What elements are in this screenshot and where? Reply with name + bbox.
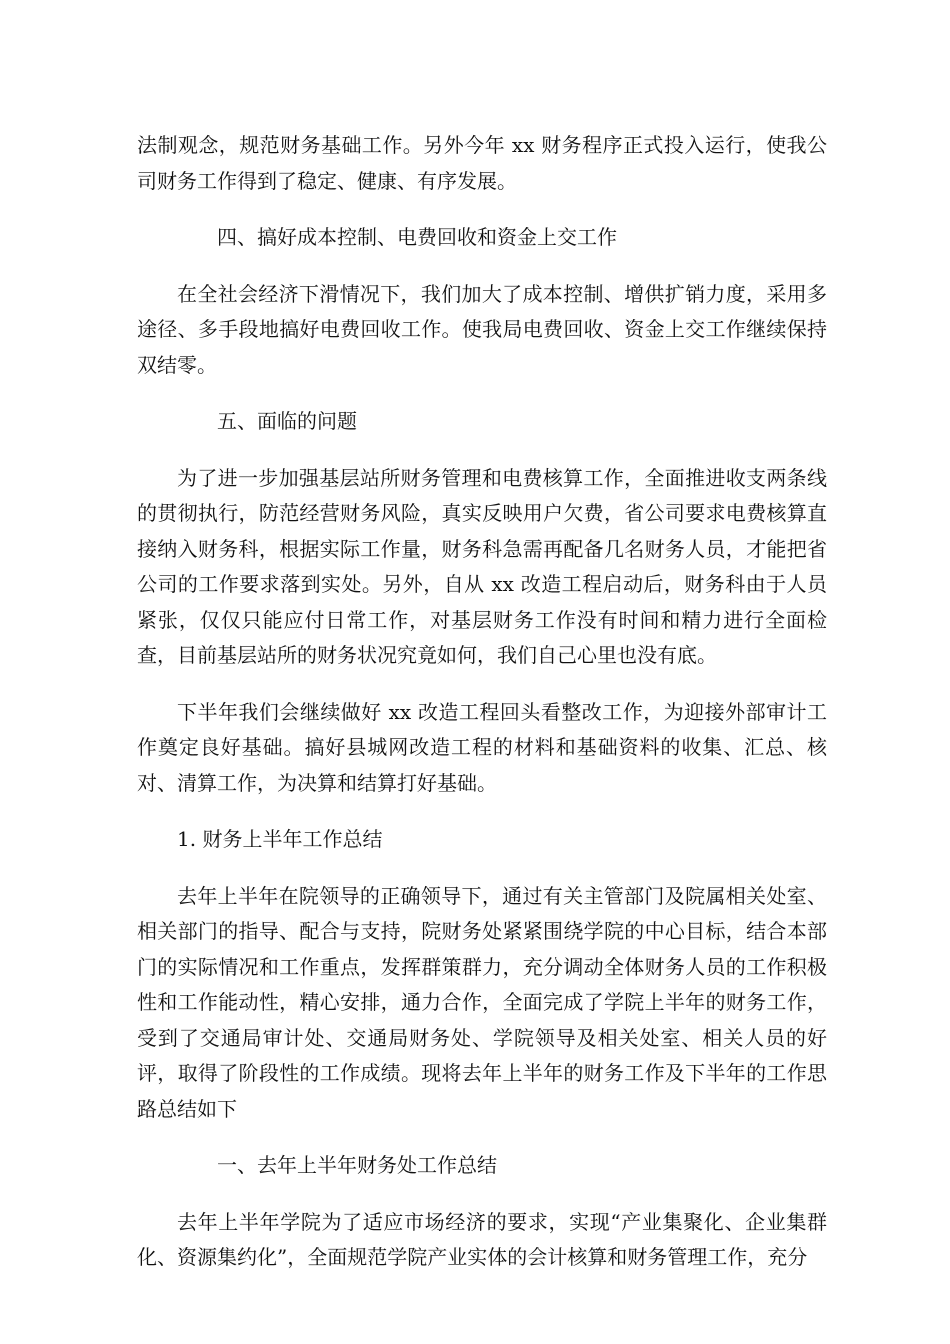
paragraph-4: 下半年我们会继续做好 xx 改造工程回头看整改工作，为迎接外部审计工作奠定良好基础。搞好县城网改造工程的材料和基础资料的收集、汇总、核对、清算工作，为决算和结算打好基础。 bbox=[137, 699, 827, 795]
spacer bbox=[137, 858, 827, 879]
paragraph-3: 为了进一步加强基层站所财务管理和电费核算工作，全面推进收支两条线的贯彻执行，防范经营财务风险，真实反映用户欠费，省公司要求电费核算直接纳入财务科，根据实际工作量，财务科急需再配备几名财务人员，才能把省公司的工作要求落到实处。另外，自从 xx 改造工程启动后，财务科由于人员紧张，仅仅只能应付日常工作，对基层财务工作没有时间和精力进行全面检查，目前基层站所的财务状况究竟如何，我们自己心里也没有底。 bbox=[137, 465, 827, 667]
document-body bbox=[137, 128, 827, 1276]
spacer bbox=[137, 256, 827, 277]
spacer bbox=[137, 199, 827, 220]
paragraph-6: 去年上半年学院为了适应市场经济的要求，实现“产业集聚化、企业集群化、资源集约化”，全面规范学院产业实体的会计核算和财务管理工作，充分 bbox=[137, 1209, 827, 1269]
spacer bbox=[137, 1184, 827, 1205]
paragraph-1: 法制观念，规范财务基础工作。另外今年 xx 财务程序正式投入运行，使我公司财务工作得到了稳定、健康、有序发展。 bbox=[137, 133, 827, 193]
section-heading-1: 一、去年上半年财务处工作总结 bbox=[217, 1153, 497, 1177]
spacer bbox=[137, 440, 827, 461]
spacer bbox=[137, 801, 827, 822]
spacer bbox=[137, 674, 827, 695]
paragraph-2: 在全社会经济下滑情况下，我们加大了成本控制、增供扩销力度，采用多途径、多手段地搞好电费回收工作。使我局电费回收、资金上交工作继续保持双结零。 bbox=[137, 281, 827, 377]
paragraph-5: 去年上半年在院领导的正确领导下，通过有关主管部门及院属相关处室、相关部门的指导、配合与支持，院财务处紧紧围绕学院的中心目标，结合本部门的实际情况和工作重点，发挥群策群力，充分调动全体财务人员的工作积极性和工作能动性，精心安排，通力合作，全面完成了学院上半年的财务工作，受到了交通局审计处、交通局财务处、学院领导及相关处室、相关人员的好评，取得了阶段性的工作成绩。现将去年上半年的财务工作及下半年的工作思路总结如下 bbox=[137, 883, 827, 1121]
section-heading-5: 五、面临的问题 bbox=[217, 409, 357, 433]
spacer bbox=[137, 1127, 827, 1148]
section-heading-4: 四、搞好成本控制、电费回收和资金上交工作 bbox=[217, 225, 617, 249]
spacer bbox=[137, 383, 827, 404]
numbered-heading-1: 1. 财务上半年工作总结 bbox=[177, 827, 383, 851]
